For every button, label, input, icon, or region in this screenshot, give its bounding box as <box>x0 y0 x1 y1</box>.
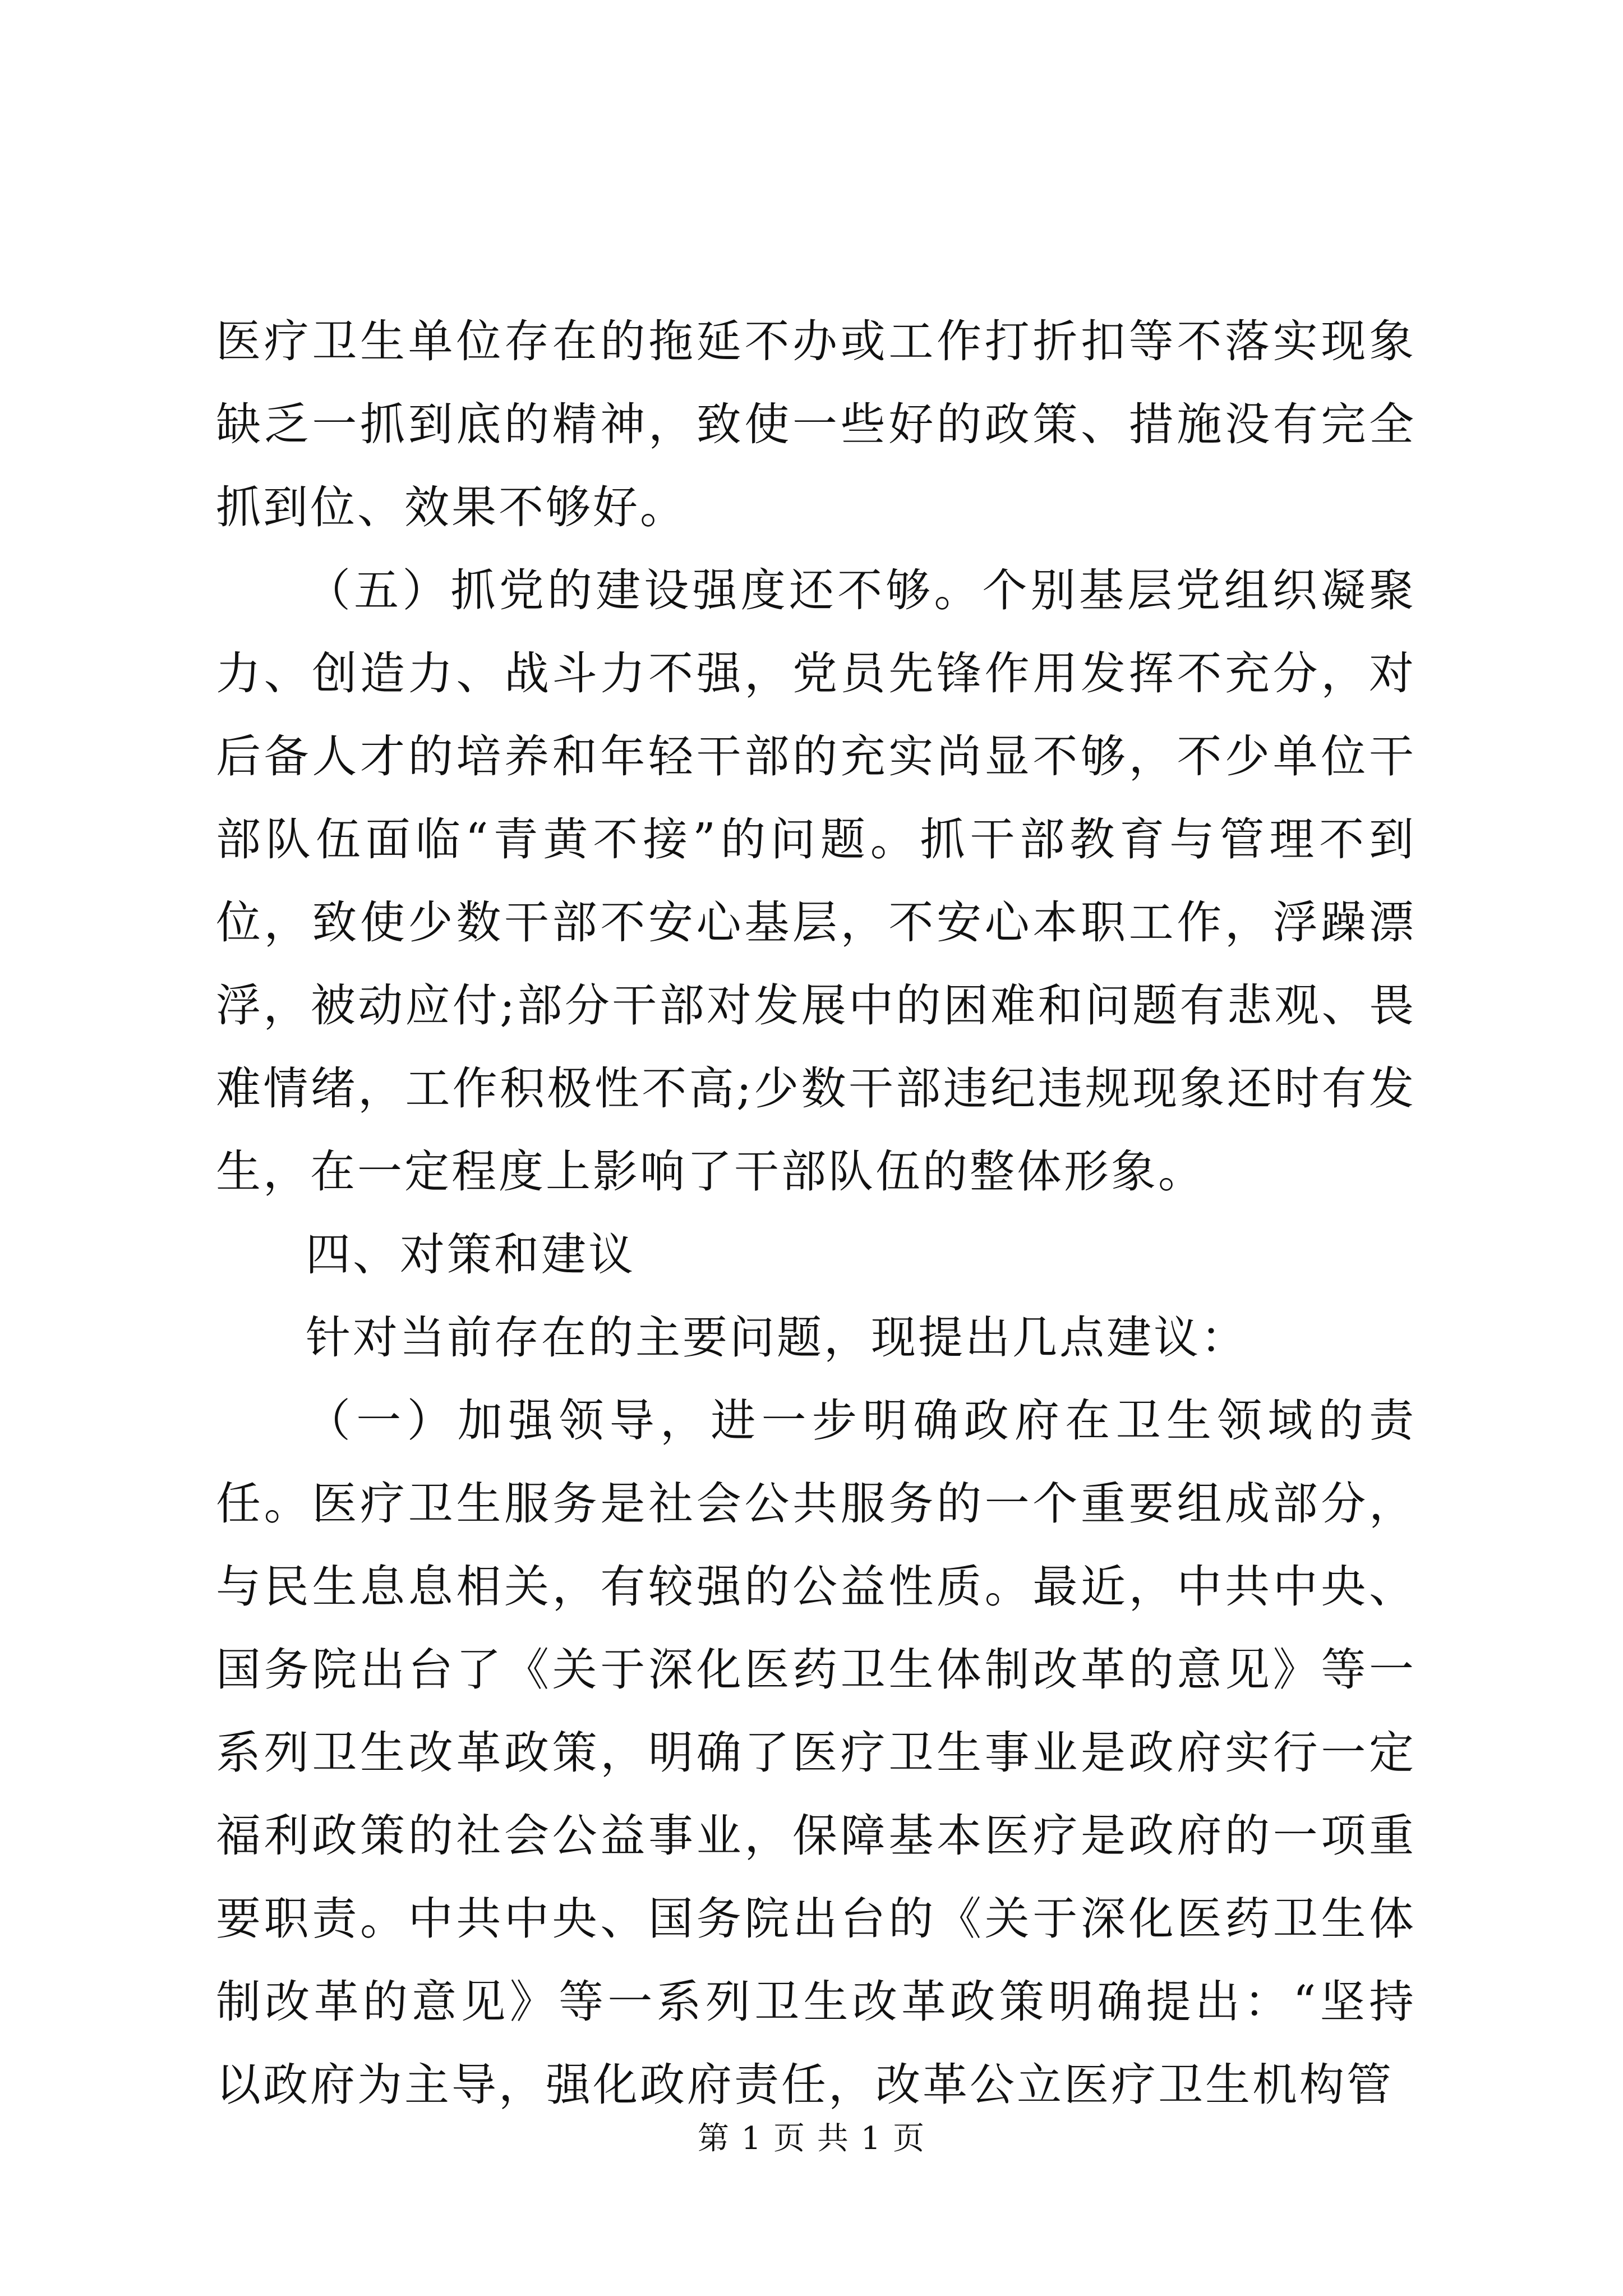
paragraph-party-building: （五）抓党的建设强度还不够。个别基层党组织凝聚力、创造力、战斗力不强，党员先锋作用发挥不充分，对后备人才的培养和年轻干部的充实尚显不够，不少单位干部队伍面临“青黄不接”的问题。抓干部教育与管理不到位，致使少数干部不安心基层，不安心本职工作，浮躁漂浮，被动应付;部分干部对发展中的困难和问题有悲观、畏难情绪，工作积极性不高;少数干部违纪违规现象还时有发生，在一定程度上影响了干部队伍的整体形象。 <box>216 564 1416 1198</box>
paragraph-continuation: 医疗卫生单位存在的拖延不办或工作打折扣等不落实现象缺乏一抓到底的精神，致使一些好的政策、措施没有完全抓到位、效果不够好。 <box>216 315 1416 533</box>
section-heading: 四、对策和建议 <box>306 1228 635 1281</box>
page-footer: 第 1 页 共 1 页 <box>697 2120 926 2157</box>
paragraph-strengthen-leadership: （一）加强领导，进一步明确政府在卫生领域的责任。医疗卫生服务是社会公共服务的一个重要组成部分，与民生息息相关，有较强的公益性质。最近，中共中央、国务院出台了《关于深化医药卫生体制改革的意见》等一系列卫生改革政策，明确了医疗卫生事业是政府实行一定福利政策的社会公益事业，保障基本医疗是政府的一项重要职责。中共中央、国务院出台的《关于深化医药卫生体制改革的意见》等一系列卫生改革政策明确提出：“坚持以政府为主导，强化政府责任，改革公立医疗卫生机构管 <box>216 1395 1416 2111</box>
document-body <box>216 300 1416 2127</box>
paragraph-intro-suggestions: 针对当前存在的主要问题，现提出几点建议： <box>306 1312 1248 1364</box>
